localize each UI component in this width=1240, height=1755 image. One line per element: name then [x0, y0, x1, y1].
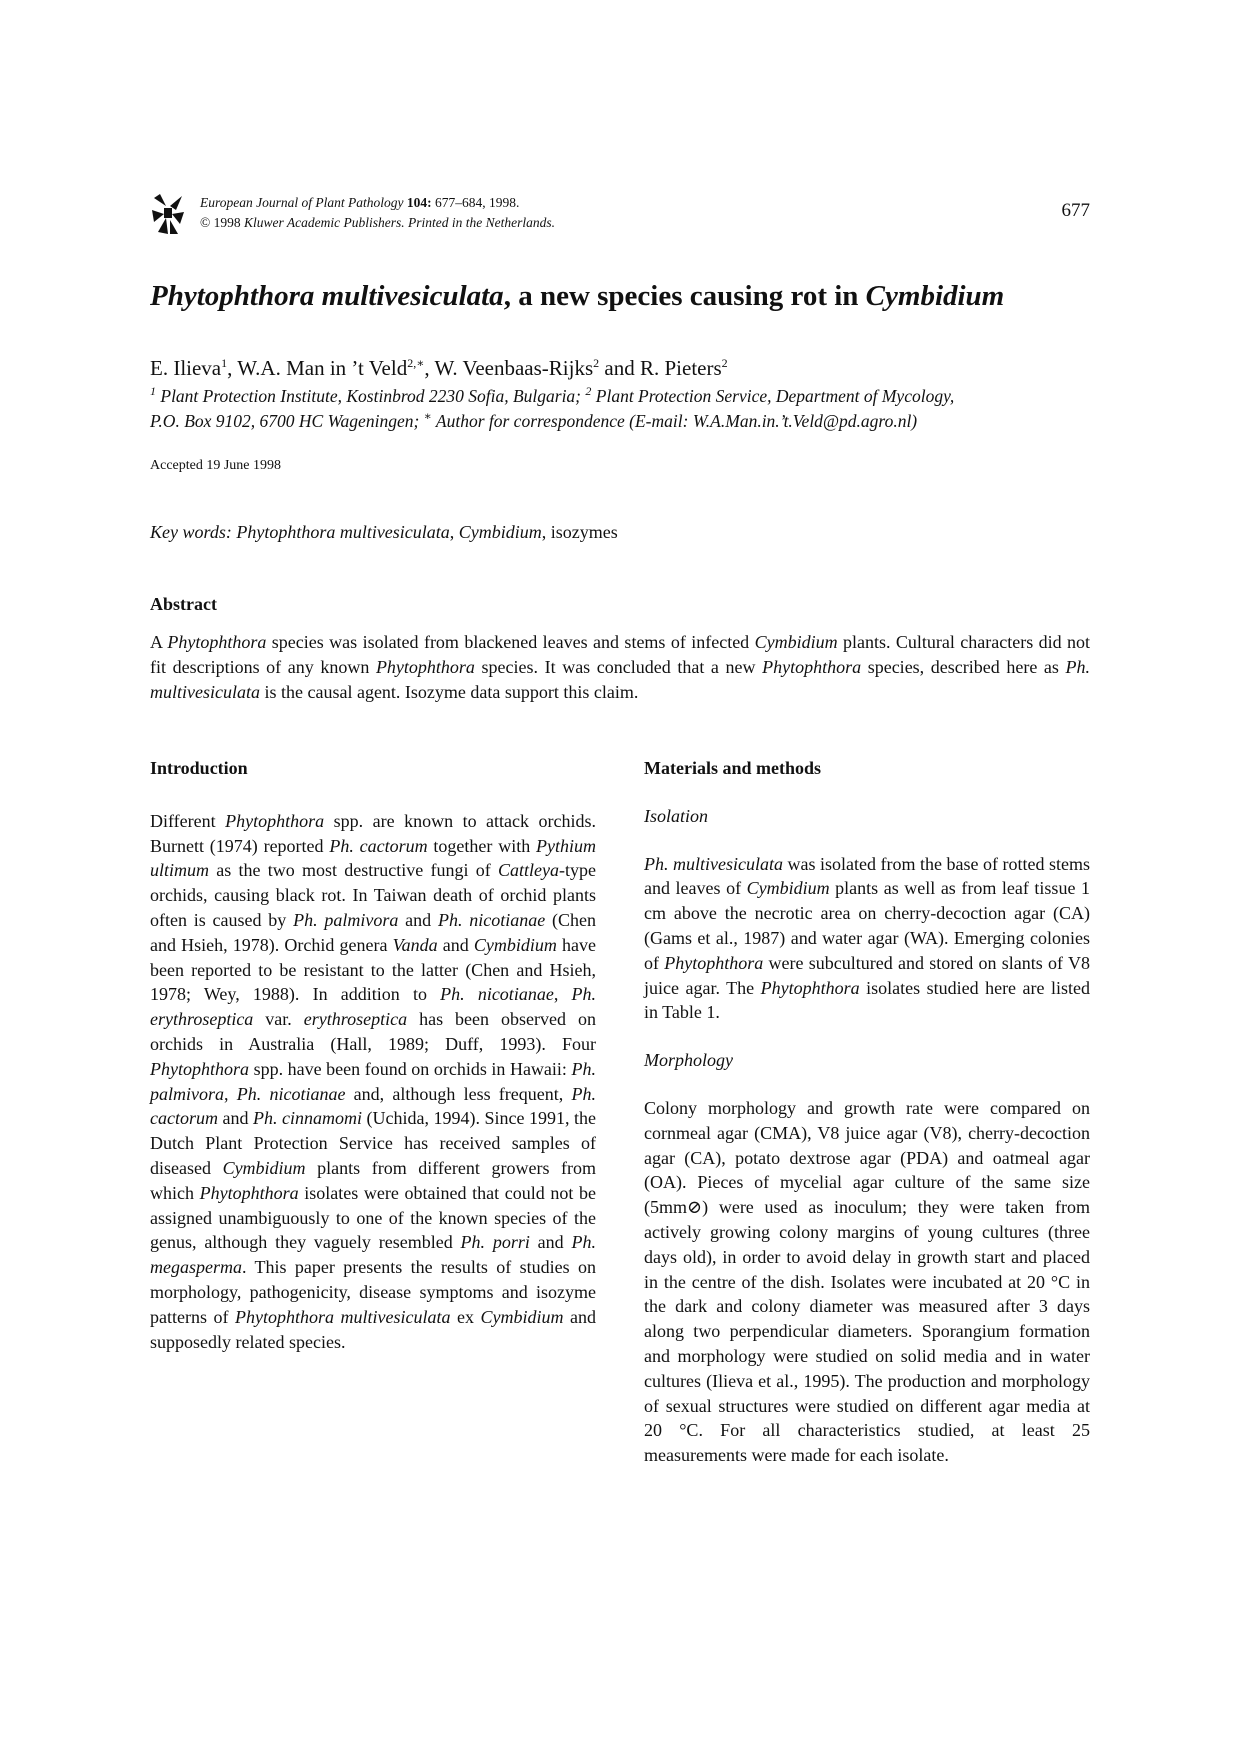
- abstract-heading: Abstract: [150, 594, 217, 614]
- italic-run: Ph. nicotianae: [236, 1083, 346, 1104]
- italic-run: erythroseptica: [303, 1009, 408, 1030]
- italic-run: Ph. cinnamomi: [253, 1108, 362, 1129]
- journal-name: European Journal of Plant Pathology: [200, 195, 404, 210]
- affil-mark: 1: [150, 384, 156, 399]
- italic-run: Ph. palmivora: [293, 909, 399, 930]
- page-number: 677: [1061, 200, 1090, 221]
- text-run: have been reported to be resistant to the latter (Chen and Hsieh, 1978; Wey, 1988). In addition to: [150, 934, 596, 1005]
- text-run: Colony morphology and growth rate were compared on cornmeal agar (CMA), V8 juice agar (V8), cherry-decoction agar (CA), potato dextrose agar (PDA) and oatmeal agar (OA). Pieces of mycelial agar culture of the same size (5mm⊘) were used as inoculum; they were taken from actively growing colony margins of young cultures (three days old), in order to avoid delay in growth start and placed in the centre of the dish. Isolates were incubated at 20 °C in the dark and colony diameter was measured after 3 days along two perpendicular diameters. Sporangium formation and morphology were studied on solid media and in water cultures (Ilieva et al., 1995). The production and morphology of sexual structures were studied on different agar media at 20 °C. For all characteristics studied, at least 25 measurements were made for each isolate.: [644, 1097, 1090, 1466]
- italic-run: Phytophthora: [150, 1058, 249, 1079]
- italic-run: Ph. palmivora: [150, 1058, 596, 1104]
- keywords: [150, 522, 618, 543]
- introduction-section: [150, 756, 596, 1354]
- morphology-body: [644, 1096, 1090, 1468]
- italic-run: Ph. multivesiculata: [644, 853, 783, 874]
- text-run: is the causal agent. Isozyme data support this claim.: [259, 682, 639, 702]
- keyword-tail: , isozymes: [541, 522, 618, 542]
- text-run: (Uchida, 1994). Since 1991, the Dutch Plant Protection Service has received samples of diseased: [150, 1108, 596, 1178]
- paper-title: [150, 278, 1090, 314]
- keywords-label: Key words:: [150, 522, 232, 542]
- italic-run: Phytophthora: [762, 657, 862, 677]
- italic-run: Phytophthora: [199, 1182, 299, 1203]
- title-middle: , a new species causing rot in: [503, 280, 866, 312]
- author-name: and R. Pieters: [599, 356, 722, 380]
- text-run: plants. Cultural characters did not fit descriptions of any known: [150, 632, 1091, 677]
- affiliation-text: Plant Protection Service, Department of Mycology,: [591, 386, 955, 406]
- publisher: Kluwer Academic Publishers.: [244, 215, 405, 230]
- text-run: and: [217, 1108, 253, 1129]
- italic-run: Ph. cactorum: [150, 1083, 597, 1129]
- text-run: species, described here as: [861, 657, 1066, 677]
- journal-pages-year: 677–684, 1998.: [434, 195, 520, 210]
- title-genus: Cymbidium: [865, 280, 1005, 312]
- title-species: Phytophthora multivesiculata: [150, 280, 504, 312]
- introduction-heading: Introduction: [150, 758, 248, 778]
- printed-in: Printed in the Netherlands.: [408, 215, 555, 230]
- text-run: isolates were obtained that could not be assigned unambiguously to one of the known species of the genus, although they vaguely resembled: [150, 1182, 596, 1253]
- italic-run: Ph. nicotianae: [440, 984, 554, 1005]
- italic-run: Ph. erythroseptica: [150, 984, 596, 1030]
- author-name: , W.A. Man in ’t Veld: [227, 356, 408, 380]
- text-run: was isolated from the base of rotted stems and leaves of: [644, 853, 1090, 899]
- italic-run: Phytophthora: [664, 952, 764, 973]
- italic-run: Ph. multivesiculata: [150, 657, 1090, 702]
- author-name: E. Ilieva: [150, 356, 222, 380]
- italic-run: Phytophthora: [167, 632, 267, 652]
- affiliation-text: P.O. Box 9102, 6700 HC Wageningen;: [150, 411, 424, 431]
- italic-run: Cymbidium: [222, 1157, 306, 1178]
- journal-citation: [200, 193, 555, 233]
- text-run: (Chen and Hsieh, 1978). Orchid genera: [150, 909, 596, 955]
- text-run: were subcultured and stored on slants of V8 juice agar. The: [644, 952, 1090, 998]
- text-run: -type orchids, causing black rot. In Taiwan death of orchid plants often is caused by: [150, 860, 596, 930]
- text-run: plants from different growers from which: [150, 1157, 597, 1203]
- morphology-heading: Morphology: [644, 1050, 733, 1071]
- italic-run: Ph. cactorum: [329, 835, 428, 856]
- italic-run: Phytophthora multivesiculata: [235, 1306, 451, 1327]
- text-run: species was isolated from blackened leaves and stems of infected: [266, 632, 755, 652]
- author-list: [150, 354, 728, 382]
- keyword-separator: ,: [449, 522, 459, 542]
- italic-run: Ph. megasperma: [150, 1232, 596, 1278]
- author-affil-mark: 2,∗: [407, 356, 425, 370]
- italic-run: Phytophthora: [225, 810, 325, 831]
- italic-run: Cymbidium: [754, 632, 838, 652]
- journal-volume: 104:: [406, 195, 432, 210]
- text-run: spp. have been found on orchids in Hawaii:: [249, 1058, 572, 1079]
- text-run: and: [437, 934, 474, 955]
- italic-run: Pythium ultimum: [150, 835, 596, 881]
- italic-run: Cymbidium: [473, 934, 557, 955]
- italic-run: Ph. nicotianae: [437, 909, 546, 930]
- text-run: as the two most destructive fungi of: [209, 860, 499, 881]
- introduction-body: [150, 809, 596, 1355]
- abstract-body: [150, 630, 1090, 705]
- text-run: A: [150, 632, 168, 652]
- author-affil-mark: 2: [593, 356, 600, 370]
- italic-run: Cymbidium: [480, 1306, 564, 1327]
- text-run: and supposedly related species.: [150, 1306, 596, 1352]
- affiliations: [150, 384, 1090, 434]
- text-run: together with: [427, 835, 536, 856]
- author-affil-mark: 1: [221, 356, 228, 370]
- affil-mark: ∗: [423, 409, 432, 424]
- text-run: . This paper presents the results of studies on morphology, pathogenicity, disease symptoms and isozyme patterns of: [150, 1257, 596, 1327]
- methods-section: [644, 756, 1090, 1468]
- text-run: and, although less frequent,: [345, 1083, 572, 1104]
- italic-run: Ph. porri: [460, 1232, 530, 1253]
- italic-run: Vanda: [392, 934, 438, 955]
- copyright: © 1998: [200, 215, 241, 230]
- methods-heading: Materials and methods: [644, 758, 821, 778]
- correspondence-text: Author for correspondence (E-mail: W.A.Man.in.’t.Veld@pd.agro.nl): [431, 411, 918, 431]
- affiliation-text: Plant Protection Institute, Kostinbrod 2230 Sofia, Bulgaria;: [156, 386, 586, 406]
- isolation-heading: Isolation: [644, 805, 709, 826]
- publisher-logo: [150, 192, 186, 236]
- author-name: , W. Veenbaas-Rijks: [424, 356, 594, 380]
- keyword: Phytophthora multivesiculata: [236, 522, 450, 542]
- text-run: ex: [450, 1306, 481, 1327]
- text-run: and: [529, 1232, 572, 1253]
- text-run: spp. are known to attack orchids. Burnett (1974) reported: [150, 810, 597, 856]
- text-run: isolates studied here are listed in Table 1.: [644, 977, 1090, 1023]
- text-run: var.: [253, 1009, 304, 1030]
- text-run: ,: [553, 984, 572, 1005]
- italic-run: Cymbidium: [746, 878, 830, 899]
- text-run: Different: [150, 810, 226, 831]
- italic-run: Phytophthora: [760, 977, 860, 998]
- keyword: Cymbidium: [458, 522, 542, 542]
- text-run: has been observed on orchids in Australia (Hall, 1989; Duff, 1993). Four: [150, 1009, 596, 1054]
- text-run: ,: [224, 1083, 237, 1104]
- italic-run: Cattleya: [498, 860, 560, 881]
- text-run: species. It was concluded that a new: [474, 657, 763, 677]
- accepted-date: Accepted 19 June 1998: [150, 458, 282, 473]
- text-run: plants as well as from leaf tissue 1 cm above the necrotic area on cherry-decoction agar (CA) (Gams et al., 1987) and water agar (WA). Emerging colonies of: [644, 878, 1090, 973]
- italic-run: Phytophthora: [375, 657, 475, 677]
- author-affil-mark: 2: [721, 356, 728, 370]
- isolation-body: [644, 852, 1090, 1026]
- affil-mark: 2: [585, 384, 592, 399]
- text-run: and: [398, 909, 438, 930]
